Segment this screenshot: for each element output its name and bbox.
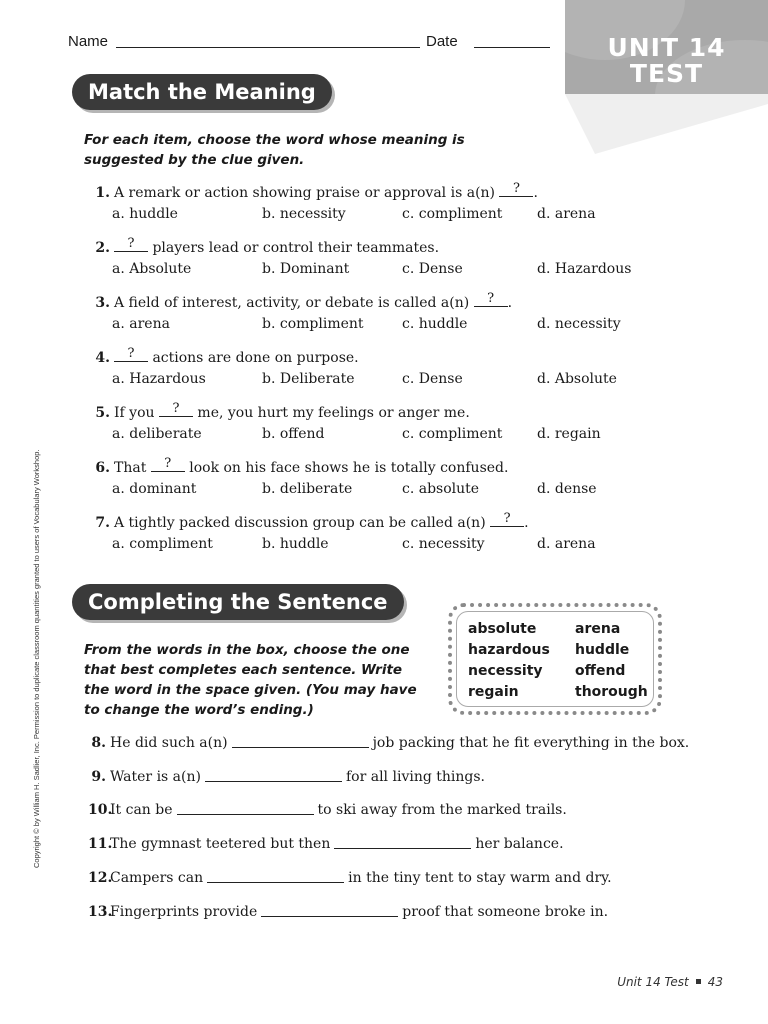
option-a[interactable]: a. compliment: [112, 536, 213, 552]
word-box-item: regain: [468, 684, 519, 700]
badge-shadow: [565, 94, 768, 154]
footer-label: Unit 14 Test: [617, 975, 689, 989]
option-c[interactable]: c. compliment: [402, 206, 503, 222]
option-b[interactable]: b. Deliberate: [262, 371, 355, 387]
answer-line[interactable]: [177, 814, 314, 815]
word-box: [448, 603, 662, 715]
answer-line[interactable]: [207, 882, 344, 883]
question-2: 2. ? players lead or control their teammates.: [95, 236, 440, 256]
question-5: 5. If you ? me, you hurt my feelings or anger me.: [95, 401, 470, 421]
option-a[interactable]: a. deliberate: [112, 426, 202, 442]
word-box-item: absolute: [468, 621, 537, 637]
option-a[interactable]: a. arena: [112, 316, 170, 332]
option-d[interactable]: d. necessity: [537, 316, 621, 332]
word-box-item: arena: [575, 621, 621, 637]
answer-blank[interactable]: ?: [159, 402, 193, 417]
sentence-11: 11.The gymnast teetered but then her balance.: [88, 836, 564, 852]
question-6: 6. That ? look on his face shows he is totally confused.: [95, 456, 509, 476]
answer-blank[interactable]: ?: [114, 347, 148, 362]
option-c[interactable]: c. compliment: [402, 426, 503, 442]
section-title-match: Match the Meaning: [72, 74, 332, 110]
option-a[interactable]: a. Absolute: [112, 261, 192, 277]
unit-badge: [565, 0, 768, 94]
name-line[interactable]: [116, 47, 420, 48]
option-b[interactable]: b. huddle: [262, 536, 329, 552]
sentence-9: 9. Water is a(n) for all living things.: [91, 769, 485, 785]
unit-title: UNIT 14: [607, 33, 726, 62]
word-box-item: necessity: [468, 663, 543, 679]
answer-line[interactable]: [334, 848, 471, 849]
word-box-item: huddle: [575, 642, 630, 658]
option-d[interactable]: d. Hazardous: [537, 261, 632, 277]
option-c[interactable]: c. Dense: [402, 371, 463, 387]
answer-blank[interactable]: ?: [474, 292, 508, 307]
option-a[interactable]: a. Hazardous: [112, 371, 206, 387]
word-box-item: thorough: [575, 684, 648, 700]
section-title-complete: Completing the Sentence: [72, 584, 404, 620]
option-c[interactable]: c. absolute: [402, 481, 480, 497]
answer-line[interactable]: [232, 747, 369, 748]
option-b[interactable]: b. offend: [262, 426, 325, 442]
option-b[interactable]: b. compliment: [262, 316, 364, 332]
sentence-13: 13.Fingerprints provide proof that someone broke in.: [88, 904, 609, 920]
word-box-item: hazardous: [468, 642, 550, 658]
date-line[interactable]: [474, 47, 550, 48]
option-d[interactable]: d. dense: [537, 481, 597, 497]
sentence-8: 8. He did such a(n) job packing that he fit everything in the box.: [91, 735, 690, 751]
question-7: 7. A tightly packed discussion group can be called a(n) ? .: [95, 511, 529, 531]
page-footer: [617, 975, 723, 989]
square-bullet-icon: [696, 979, 701, 984]
option-a[interactable]: a. dominant: [112, 481, 197, 497]
page-number: 43: [707, 975, 723, 989]
option-b[interactable]: b. necessity: [262, 206, 346, 222]
unit-subtitle: TEST: [629, 59, 704, 88]
option-b[interactable]: b. Dominant: [262, 261, 350, 277]
answer-blank[interactable]: ?: [114, 237, 148, 252]
answer-blank[interactable]: ?: [499, 182, 533, 197]
match-instructions: For each item, choose the word whose meaning is suggested by the clue given.: [84, 132, 465, 168]
option-d[interactable]: d. Absolute: [537, 371, 617, 387]
question-1: 1. A remark or action showing praise or approval is a(n) ? .: [95, 181, 538, 201]
complete-instructions: From the words in the box, choose the one that best completes each sentence. Write the word in the space given. (You may have to change the word’s ending.): [84, 642, 417, 718]
name-label: Name: [68, 33, 109, 50]
answer-line[interactable]: [261, 916, 398, 917]
question-4: 4. ? actions are done on purpose.: [95, 346, 359, 366]
sentence-10: 10.It can be to ski away from the marked trails.: [88, 802, 567, 818]
copyright-note: Copyright © by William H. Sadlier, Inc. Permission to duplicate classroom quantities granted to users of Vocabulary Workshop.: [32, 449, 41, 868]
question-3: 3. A field of interest, activity, or debate is called a(n) ? .: [95, 291, 513, 311]
answer-blank[interactable]: ?: [490, 512, 524, 527]
option-c[interactable]: c. necessity: [402, 536, 485, 552]
answer-line[interactable]: [205, 781, 342, 782]
option-a[interactable]: a. huddle: [112, 206, 178, 222]
option-c[interactable]: c. Dense: [402, 261, 463, 277]
option-d[interactable]: d. regain: [537, 426, 601, 442]
option-d[interactable]: d. arena: [537, 536, 596, 552]
date-label: Date: [426, 33, 458, 50]
option-b[interactable]: b. deliberate: [262, 481, 353, 497]
word-box-item: offend: [575, 663, 626, 679]
sentence-12: 12.Campers can in the tiny tent to stay warm and dry.: [88, 870, 612, 886]
option-c[interactable]: c. huddle: [402, 316, 468, 332]
option-d[interactable]: d. arena: [537, 206, 596, 222]
answer-blank[interactable]: ?: [151, 457, 185, 472]
